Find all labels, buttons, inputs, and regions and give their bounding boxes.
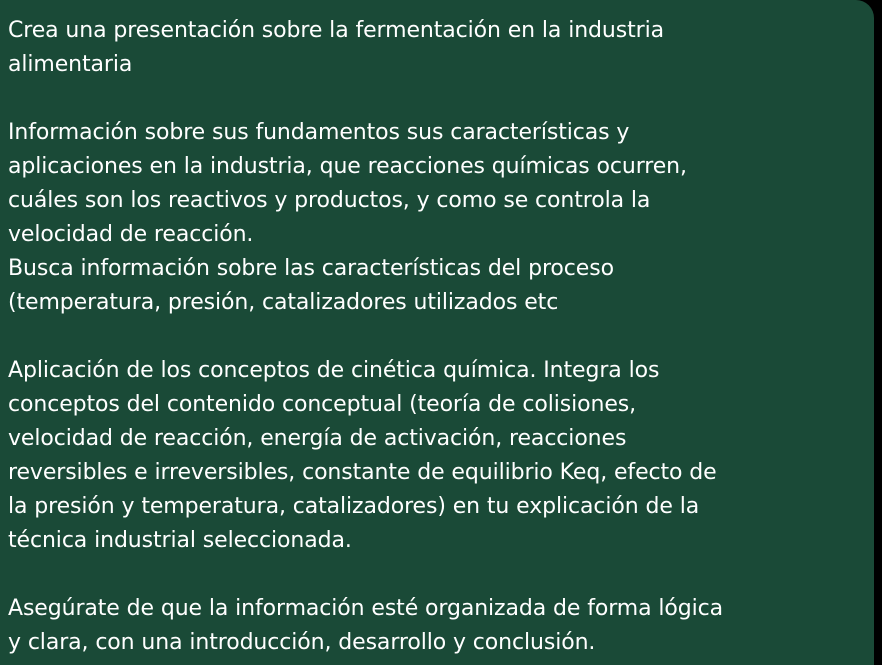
message-paragraph-4: Asegúrate de que la información esté organizada de forma lógica y clara, con una introducción, desarrollo y conclusión. [8, 596, 724, 655]
paragraph-spacer [8, 320, 874, 354]
message-paragraph-2: Información sobre sus fundamentos sus características y aplicaciones en la industria, que reacciones químicas ocurren, cuáles son los reactivos y productos, y como se controla la velocidad de reacción. Busca información sobre las características del proceso (temperatura, presión, catalizadores utilizados etc [8, 120, 687, 315]
paragraph-spacer [8, 82, 874, 116]
message-paragraph-1: Crea una presentación sobre la fermentación en la industria alimentaria [8, 18, 664, 77]
message-paragraph-3: Aplicación de los conceptos de cinética química. Integra los conceptos del contenido conceptual (teoría de colisiones, velocidad de reacción, energía de activación, reacciones reversibles e irreversibles, constante de equilibrio Keq, efecto de la presión y temperatura, catalizadores) en tu explicación de la técnica industrial seleccionada. [8, 358, 717, 553]
paragraph-spacer [8, 558, 874, 592]
